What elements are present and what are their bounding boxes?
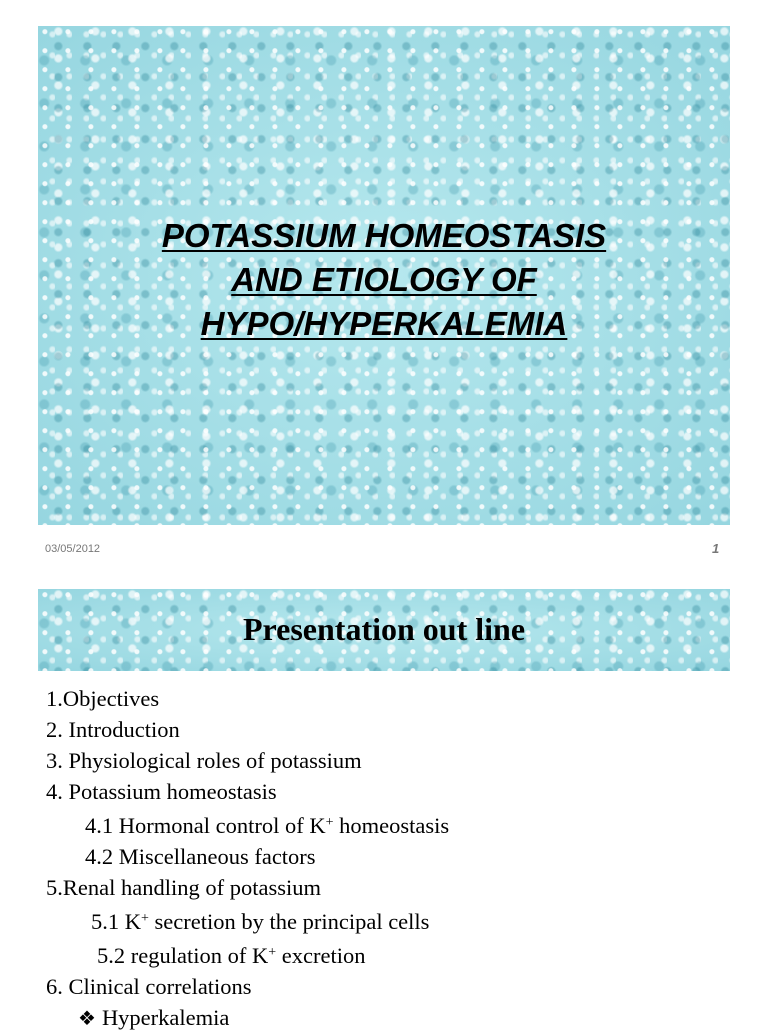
page-number: 1 xyxy=(712,541,720,556)
outline-item: 6. Clinical correlations xyxy=(46,974,252,999)
outline-subitem: 4.1 Hormonal control of K+ homeostasis xyxy=(85,813,450,838)
slide-date: 03/05/2012 xyxy=(45,543,101,555)
title-line-1: POTASSIUM HOMEOSTASIS xyxy=(161,217,607,254)
diamond-bullet-icon: ❖ xyxy=(78,1008,96,1030)
outline-item: 4. Potassium homeostasis xyxy=(46,779,277,804)
outline-list xyxy=(46,683,746,1035)
title-line-3: HYPO/HYPERKALEMIA xyxy=(200,305,568,342)
outline-item: 3. Physiological roles of potassium xyxy=(46,748,362,773)
outline-item: 2. Introduction xyxy=(46,717,180,742)
title-line-2: AND ETIOLOGY OF xyxy=(231,261,537,298)
outline-header-banner xyxy=(38,589,730,671)
outline-subitem: 5.2 regulation of K+ excretion xyxy=(97,943,366,968)
outline-item: 5.Renal handling of potassium xyxy=(46,875,321,900)
slide-title xyxy=(38,214,730,346)
outline-subitem: 5.1 K+ secretion by the principal cells xyxy=(91,909,430,934)
title-slide xyxy=(38,26,730,525)
outline-bullet-item: ❖ Hyperkalemia xyxy=(78,1005,230,1030)
outline-subitem: 4.2 Miscellaneous factors xyxy=(85,844,316,869)
outline-title: Presentation out line xyxy=(242,611,526,647)
outline-item: 1.Objectives xyxy=(46,686,160,711)
